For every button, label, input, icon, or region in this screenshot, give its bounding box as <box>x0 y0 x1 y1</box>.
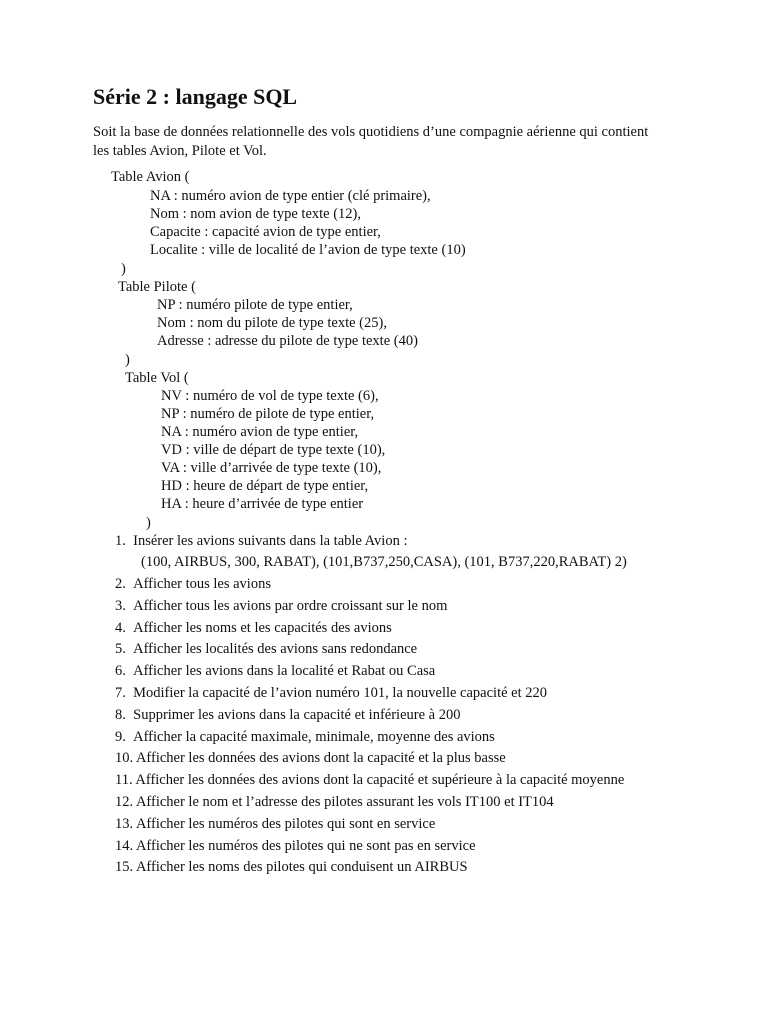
table-avion-header: Table Avion ( <box>111 169 190 185</box>
pilote-field: Adresse : adresse du pilote de type texte (40) <box>157 333 418 349</box>
question-item: 9. Afficher la capacité maximale, minimale, moyenne des avions <box>115 729 495 745</box>
question-item: 4. Afficher les noms et les capacités des avions <box>115 620 392 636</box>
avion-field: Nom : nom avion de type texte (12), <box>150 206 362 222</box>
vol-field: VD : ville de départ de type texte (10), <box>161 442 386 458</box>
avion-field: Localite : ville de localité de l’avion de type texte (10) <box>150 242 466 258</box>
page-title: Série 2 : langage SQL <box>93 84 298 109</box>
question-item: 15. Afficher les noms des pilotes qui conduisent un AIRBUS <box>115 859 468 875</box>
question-item: 6. Afficher les avions dans la localité et Rabat ou Casa <box>115 663 436 679</box>
question-item: 11. Afficher les données des avions dont la capacité et supérieure à la capacité moyenne <box>115 772 625 788</box>
table-pilote-header: Table Pilote ( <box>118 279 196 295</box>
table-vol-close: ) <box>146 515 151 531</box>
vol-field: HA : heure d’arrivée de type entier <box>161 496 364 512</box>
table-avion-close: ) <box>121 261 126 277</box>
vol-field: VA : ville d’arrivée de type texte (10), <box>161 460 382 476</box>
question-item: 3. Afficher tous les avions par ordre croissant sur le nom <box>115 598 448 614</box>
vol-field: HD : heure de départ de type entier, <box>161 478 369 494</box>
table-vol-header: Table Vol ( <box>125 370 189 386</box>
question-item: 7. Modifier la capacité de l’avion numéro 101, la nouvelle capacité et 220 <box>115 685 548 701</box>
table-pilote-close: ) <box>125 352 130 368</box>
question-values: (100, AIRBUS, 300, RABAT), (101,B737,250,CASA), (101, B737,220,RABAT) 2) <box>141 554 627 570</box>
question-item: 10. Afficher les données des avions dont la capacité et la plus basse <box>115 750 506 766</box>
vol-field: NV : numéro de vol de type texte (6), <box>161 388 379 404</box>
question-item: 5. Afficher les localités des avions sans redondance <box>115 641 418 657</box>
question-item: 13. Afficher les numéros des pilotes qui sont en service <box>115 816 436 832</box>
question-item: 12. Afficher le nom et l’adresse des pilotes assurant les vols IT100 et IT104 <box>115 794 554 810</box>
question-item: 1. Insérer les avions suivants dans la table Avion : <box>115 533 408 549</box>
avion-field: NA : numéro avion de type entier (clé primaire), <box>150 188 431 204</box>
pilote-field: Nom : nom du pilote de type texte (25), <box>157 315 387 331</box>
question-item: 14. Afficher les numéros des pilotes qui ne sont pas en service <box>115 838 476 854</box>
vol-field: NA : numéro avion de type entier, <box>161 424 359 440</box>
vol-field: NP : numéro de pilote de type entier, <box>161 406 375 422</box>
avion-field: Capacite : capacité avion de type entier, <box>150 224 381 240</box>
question-item: 2. Afficher tous les avions <box>115 576 271 592</box>
question-item: 8. Supprimer les avions dans la capacité et inférieure à 200 <box>115 707 461 723</box>
intro-paragraph: Soit la base de données relationnelle des vols quotidiens d’une compagnie aérienne qui contient les tables Avion, Pilote et Vol. <box>93 124 649 159</box>
pilote-field: NP : numéro pilote de type entier, <box>157 297 353 313</box>
